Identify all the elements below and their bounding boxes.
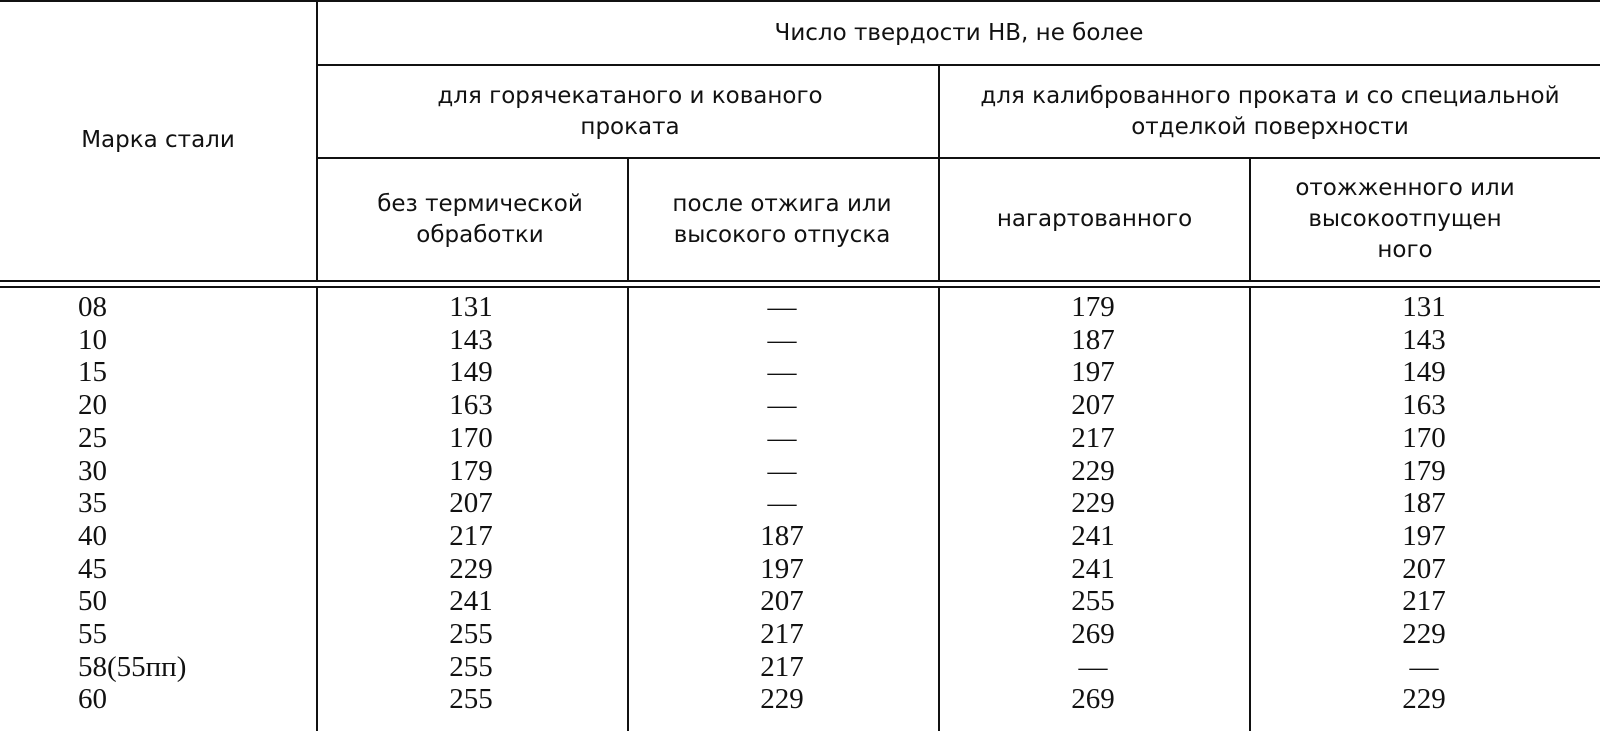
row-value-c3: —: [1078, 651, 1108, 683]
header-hardness: Число твердости НВ, не более: [774, 19, 1144, 46]
header-hot-rolled: для горячекатаного и кованого проката: [437, 82, 823, 140]
row-grade: 10: [78, 324, 107, 356]
row-value-c3: 241: [1071, 520, 1115, 552]
header-calibrated: для калиброванного проката и со специальной отделкой поверхности: [980, 82, 1560, 140]
row-value-c2: 229: [760, 683, 804, 715]
row-grade: 40: [78, 520, 107, 552]
header-divider-col2: [627, 157, 629, 282]
row-value-c1: 131: [449, 291, 493, 323]
row-grade: 20: [78, 389, 107, 421]
header-bottom-rule-1: [0, 280, 1600, 282]
row-value-c3: 207: [1071, 389, 1115, 421]
header-steel-grade: Марка стали: [81, 126, 235, 153]
row-value-c2: —: [767, 487, 797, 519]
row-value-c1: 179: [449, 455, 493, 487]
row-grade: 55: [78, 618, 107, 650]
row-value-c1: 255: [449, 683, 493, 715]
row-value-c3: 229: [1071, 487, 1115, 519]
row-value-c1: 255: [449, 618, 493, 650]
header-annealed-tempered: отожженного или высокоотпущен ного: [1295, 175, 1515, 263]
row-value-c2: —: [767, 324, 797, 356]
row-value-c1: 163: [449, 389, 493, 421]
row-grade: 15: [78, 356, 107, 388]
row-value-c4: 229: [1402, 618, 1446, 650]
row-value-c2: —: [767, 389, 797, 421]
row-value-c2: —: [767, 455, 797, 487]
row-value-c4: 170: [1402, 422, 1446, 454]
row-value-c3: 255: [1071, 585, 1115, 617]
row-grade: 35: [78, 487, 107, 519]
header-cold-hardened: нагартованного: [996, 206, 1193, 232]
row-grade: 50: [78, 585, 107, 617]
row-value-c2: 207: [760, 585, 804, 617]
row-grade: 25: [78, 422, 107, 454]
body-divider-1: [316, 288, 318, 731]
row-value-c4: 217: [1402, 585, 1446, 617]
row-grade: 58(55пп): [78, 651, 187, 683]
header-no-heat-treatment: без термической обработки: [377, 190, 583, 248]
row-value-c1: 207: [449, 487, 493, 519]
row-value-c1: 241: [449, 585, 493, 617]
row-value-c3: 229: [1071, 455, 1115, 487]
row-value-c4: 197: [1402, 520, 1446, 552]
row-grade: 60: [78, 683, 107, 715]
row-value-c4: 207: [1402, 553, 1446, 585]
body-divider-3: [938, 288, 940, 731]
row-value-c4: 143: [1402, 324, 1446, 356]
row-value-c2: 197: [760, 553, 804, 585]
row-value-c2: —: [767, 291, 797, 323]
row-grade: 30: [78, 455, 107, 487]
row-value-c4: —: [1409, 651, 1439, 683]
row-value-c4: 187: [1402, 487, 1446, 519]
body-divider-2: [627, 288, 629, 731]
row-value-c1: 229: [449, 553, 493, 585]
row-value-c2: —: [767, 356, 797, 388]
row-value-c3: 187: [1071, 324, 1115, 356]
row-value-c2: 217: [760, 651, 804, 683]
row-value-c4: 229: [1402, 683, 1446, 715]
row-value-c4: 179: [1402, 455, 1446, 487]
row-value-c4: 163: [1402, 389, 1446, 421]
header-divider-col4: [1249, 157, 1251, 282]
row-value-c1: 170: [449, 422, 493, 454]
row-value-c3: 241: [1071, 553, 1115, 585]
row-value-c2: 217: [760, 618, 804, 650]
row-value-c3: 269: [1071, 618, 1115, 650]
row-value-c1: 149: [449, 356, 493, 388]
row-value-c1: 217: [449, 520, 493, 552]
row-value-c3: 179: [1071, 291, 1115, 323]
row-value-c3: 269: [1071, 683, 1115, 715]
row-value-c1: 143: [449, 324, 493, 356]
row-grade: 45: [78, 553, 107, 585]
row-value-c1: 255: [449, 651, 493, 683]
row-value-c4: 131: [1402, 291, 1446, 323]
row-value-c4: 149: [1402, 356, 1446, 388]
row-value-c3: 197: [1071, 356, 1115, 388]
row-grade: 08: [78, 291, 107, 323]
header-bottom-rule-2: [0, 286, 1600, 288]
header-after-annealing: после отжига или высокого отпуска: [672, 190, 892, 248]
body-divider-4: [1249, 288, 1251, 731]
row-value-c3: 217: [1071, 422, 1115, 454]
row-value-c2: 187: [760, 520, 804, 552]
row-value-c2: —: [767, 422, 797, 454]
